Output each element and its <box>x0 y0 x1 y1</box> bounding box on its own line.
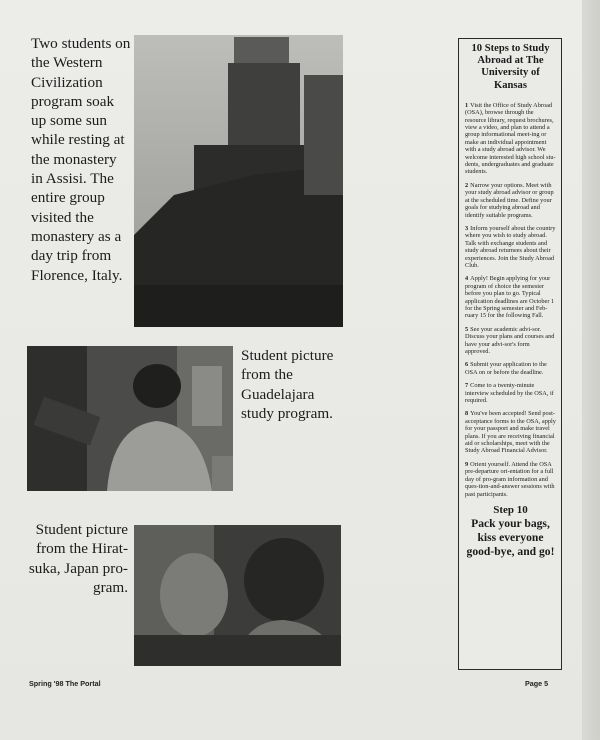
step-number: 8 <box>465 410 469 418</box>
step-text: Apply! Begin applying for your program of choice the semester before you plan to go. Typical application deadlines are October 1 for the Spring semester and Feb-ruary 15 for the following Fall. <box>465 275 555 320</box>
caption-guadalajara: Student picture from the Guadelajara study program. <box>241 347 334 422</box>
step-text: Come to a twenty-minute interview scheduled by the OSA, if required. <box>465 382 554 405</box>
caption-hiratsuka: Student picture from the Hirat-suka, Japan pro-gram. <box>28 521 128 596</box>
step-3 <box>465 225 556 269</box>
step-text: Inform yourself about the country where you wish to study abroad. Talk with exchange students and study abroad returnees about their experiences. Join the Study Abroad Club. <box>465 224 556 269</box>
caption-assisi: Two students on the Western Civilization program soak up some sun while resting at the monastery in Assisi. The entire group visited the monastery as a day trip from Florence, Italy. <box>31 35 131 284</box>
photo-assisi-monastery <box>134 35 343 327</box>
step-number: 3 <box>465 224 469 232</box>
step-text: Submit your application to the OSA on or before the deadline. <box>465 361 547 376</box>
step-number: 9 <box>465 460 469 468</box>
step-10-text: Pack your bags, kiss everyone good-bye, and go! <box>466 516 555 558</box>
step-10-title: Step 10 <box>493 503 528 516</box>
step-text: Orient yourself. Attend the OSA pre-departure ori-entation for a full day of pro-gram information and ques-tion-and-answer sessions with past participants. <box>465 460 555 498</box>
step-number: 6 <box>465 361 469 369</box>
step-text: See your academic advi-sor. Discuss your plans and courses and have your advi-sor's form approved. <box>465 325 555 355</box>
photo-hiratsuka-japan <box>134 525 341 666</box>
step-number: 7 <box>465 382 469 390</box>
step-text: Narrow your options. Meet with your study abroad advisor or group at the scheduled time. Define your goals for studying abroad and identify suitable programs. <box>465 181 554 219</box>
step-1 <box>465 102 556 176</box>
step-number: 2 <box>465 181 469 189</box>
step-9 <box>465 461 556 498</box>
footer-issue: Spring '98 The Portal <box>29 679 101 688</box>
step-5 <box>465 326 556 356</box>
step-7 <box>465 382 556 404</box>
page-edge <box>582 0 600 740</box>
step-text: You've been accepted! Send post-acceptance forms to the OSA, apply for your passport and make travel plans. If you are receiving financial aid or scholarships, meet with the Study Abroad Financial Advisor. <box>465 410 556 455</box>
step-number: 1 <box>465 101 469 109</box>
footer-page-number: Page 5 <box>525 679 549 688</box>
step-6 <box>465 361 556 376</box>
step-text: Visit the Office of Study Abroad (OSA), browse through the resource library, request brochures, view a video, and plan to attend a group informational meet-ing or make an individual appointment with a study abroad advisor. We welcome interested high school stu-dents, undergraduates and graduate students. <box>465 101 556 176</box>
step-number: 5 <box>465 325 469 333</box>
step-number: 4 <box>465 275 469 283</box>
step-2 <box>465 182 556 219</box>
photo-guadalajara <box>27 346 233 491</box>
step-8 <box>465 410 556 454</box>
step-4 <box>465 275 556 319</box>
sidebar-title: 10 Steps to Study Abroad at The University of Kansas <box>471 43 550 91</box>
ten-steps-sidebar <box>458 38 562 670</box>
